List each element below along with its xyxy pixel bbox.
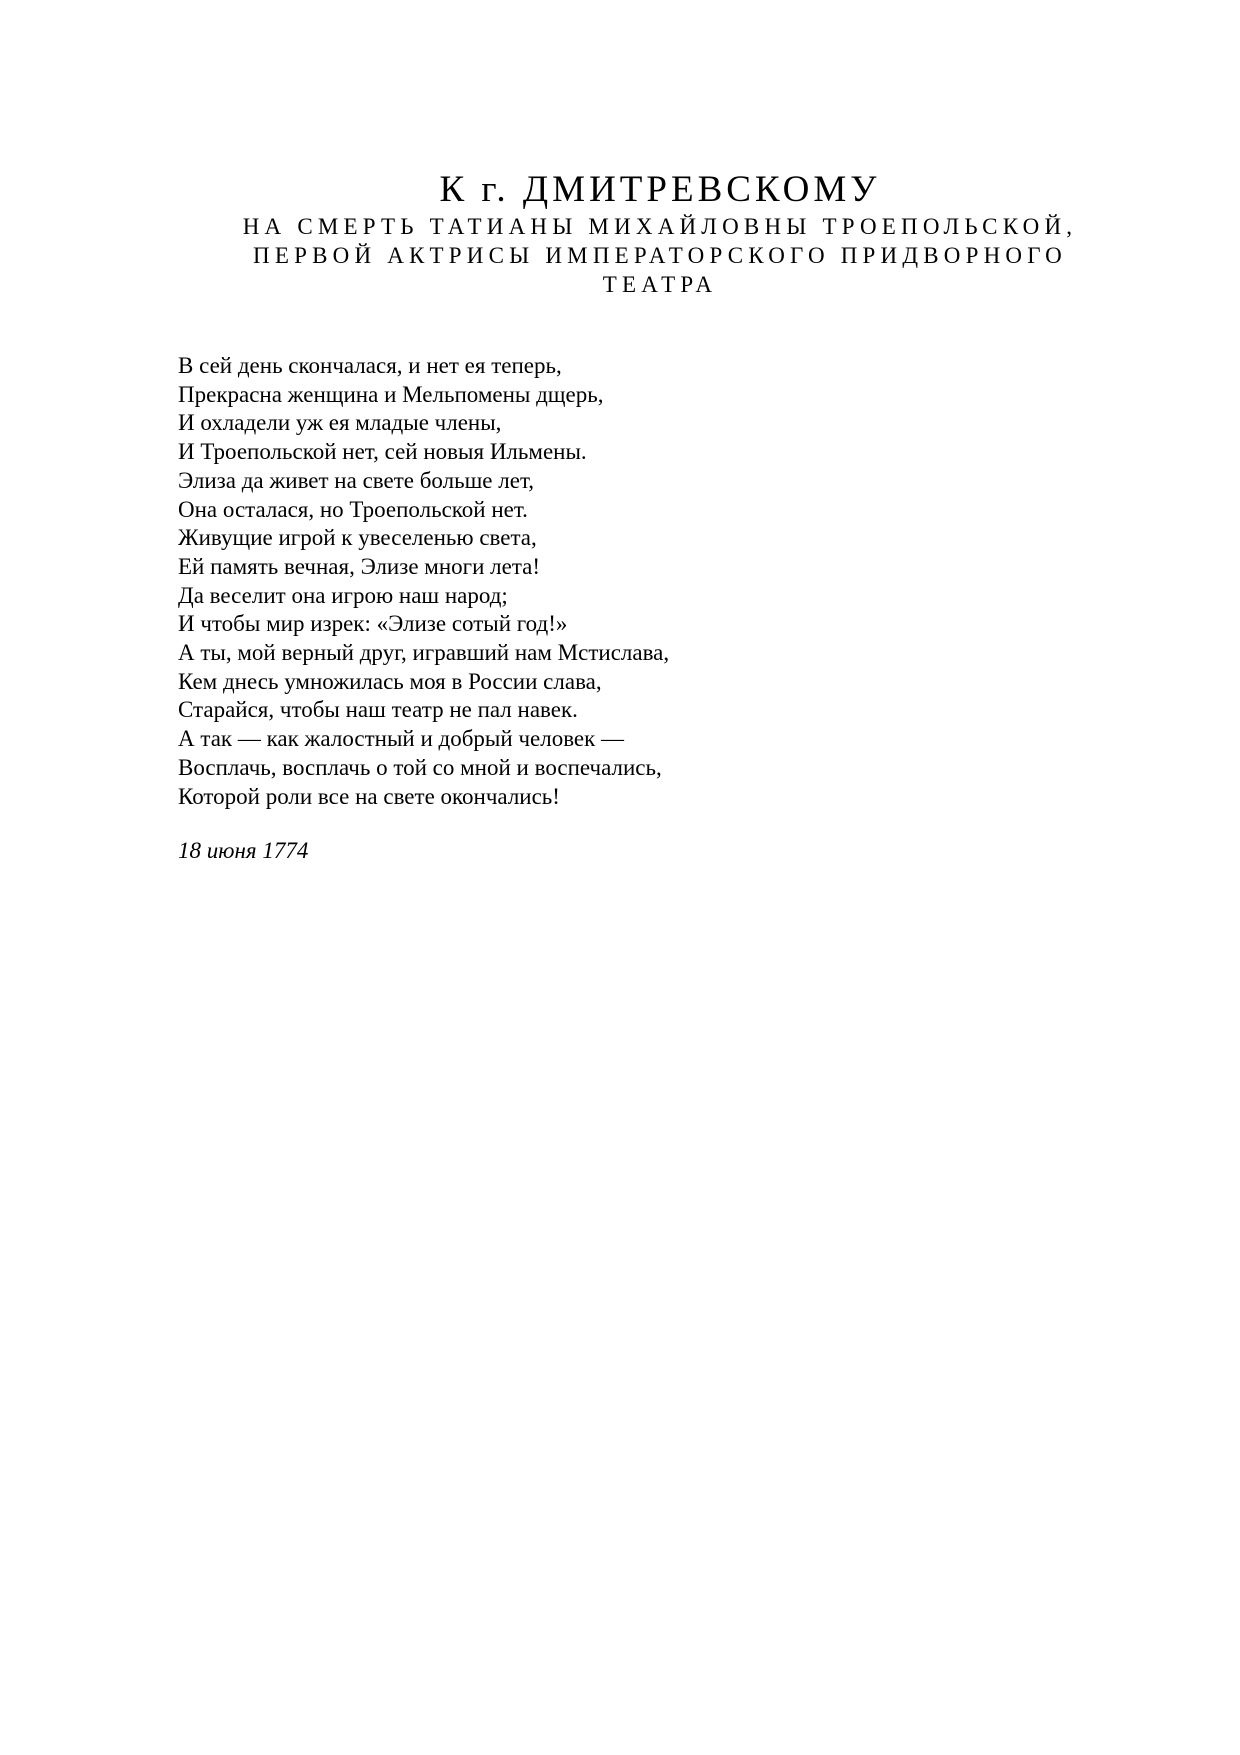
poem-body bbox=[178, 352, 1078, 811]
poem-line: Она осталася, но Троепольской нет. bbox=[178, 496, 528, 522]
poem-line: Кем днесь умножилась моя в России слава, bbox=[178, 668, 602, 694]
poem-date: 18 июня 1774 bbox=[178, 838, 309, 863]
poem-line: Элиза да живет на свете больше лет, bbox=[178, 467, 535, 493]
poem-line: Ей память вечная, Элизе многи лета! bbox=[178, 553, 541, 579]
poem-line: Восплачь, восплачь о той со мной и воспечались, bbox=[178, 754, 662, 780]
poem-line: Прекрасна женщина и Мельпомены дщерь, bbox=[178, 381, 604, 407]
title-block bbox=[190, 168, 1130, 299]
poem-subtitle-line-3: ТЕАТРА bbox=[602, 272, 718, 297]
poem-title: К г. ДМИТРЕВСКОМУ bbox=[439, 169, 881, 210]
poem-line: Которой роли все на свете окончались! bbox=[178, 783, 560, 809]
poem-line: И Троепольской нет, сей новыя Ильмены. bbox=[178, 439, 587, 465]
poem-line: А ты, мой верный друг, игравший нам Мстислава, bbox=[178, 640, 670, 666]
poem-line: Да веселит она игрою наш народ; bbox=[178, 582, 508, 608]
poem-line: Живущие игрой к увеселенью света, bbox=[178, 525, 537, 551]
poem-line: В сей день скончалася, и нет ея теперь, bbox=[178, 353, 562, 378]
poem-line: И охладели уж ея младые члены, bbox=[178, 410, 502, 436]
poem-line: И чтобы мир изрек: «Элизе сотый год!» bbox=[178, 611, 568, 637]
poem-line: А так — как жалостный и добрый человек — bbox=[178, 726, 625, 752]
poem-subtitle-line-1: НА СМЕРТЬ ТАТИАНЫ МИХАЙЛОВНЫ ТРОЕПОЛЬСКОЙ, bbox=[242, 214, 1078, 239]
poem-line: Старайся, чтобы наш театр не пал навек. bbox=[178, 697, 578, 723]
poem-subtitle-line-2: ПЕРВОЙ АКТРИСЫ ИМПЕРАТОРСКОГО ПРИДВОРНОГО bbox=[253, 243, 1067, 268]
